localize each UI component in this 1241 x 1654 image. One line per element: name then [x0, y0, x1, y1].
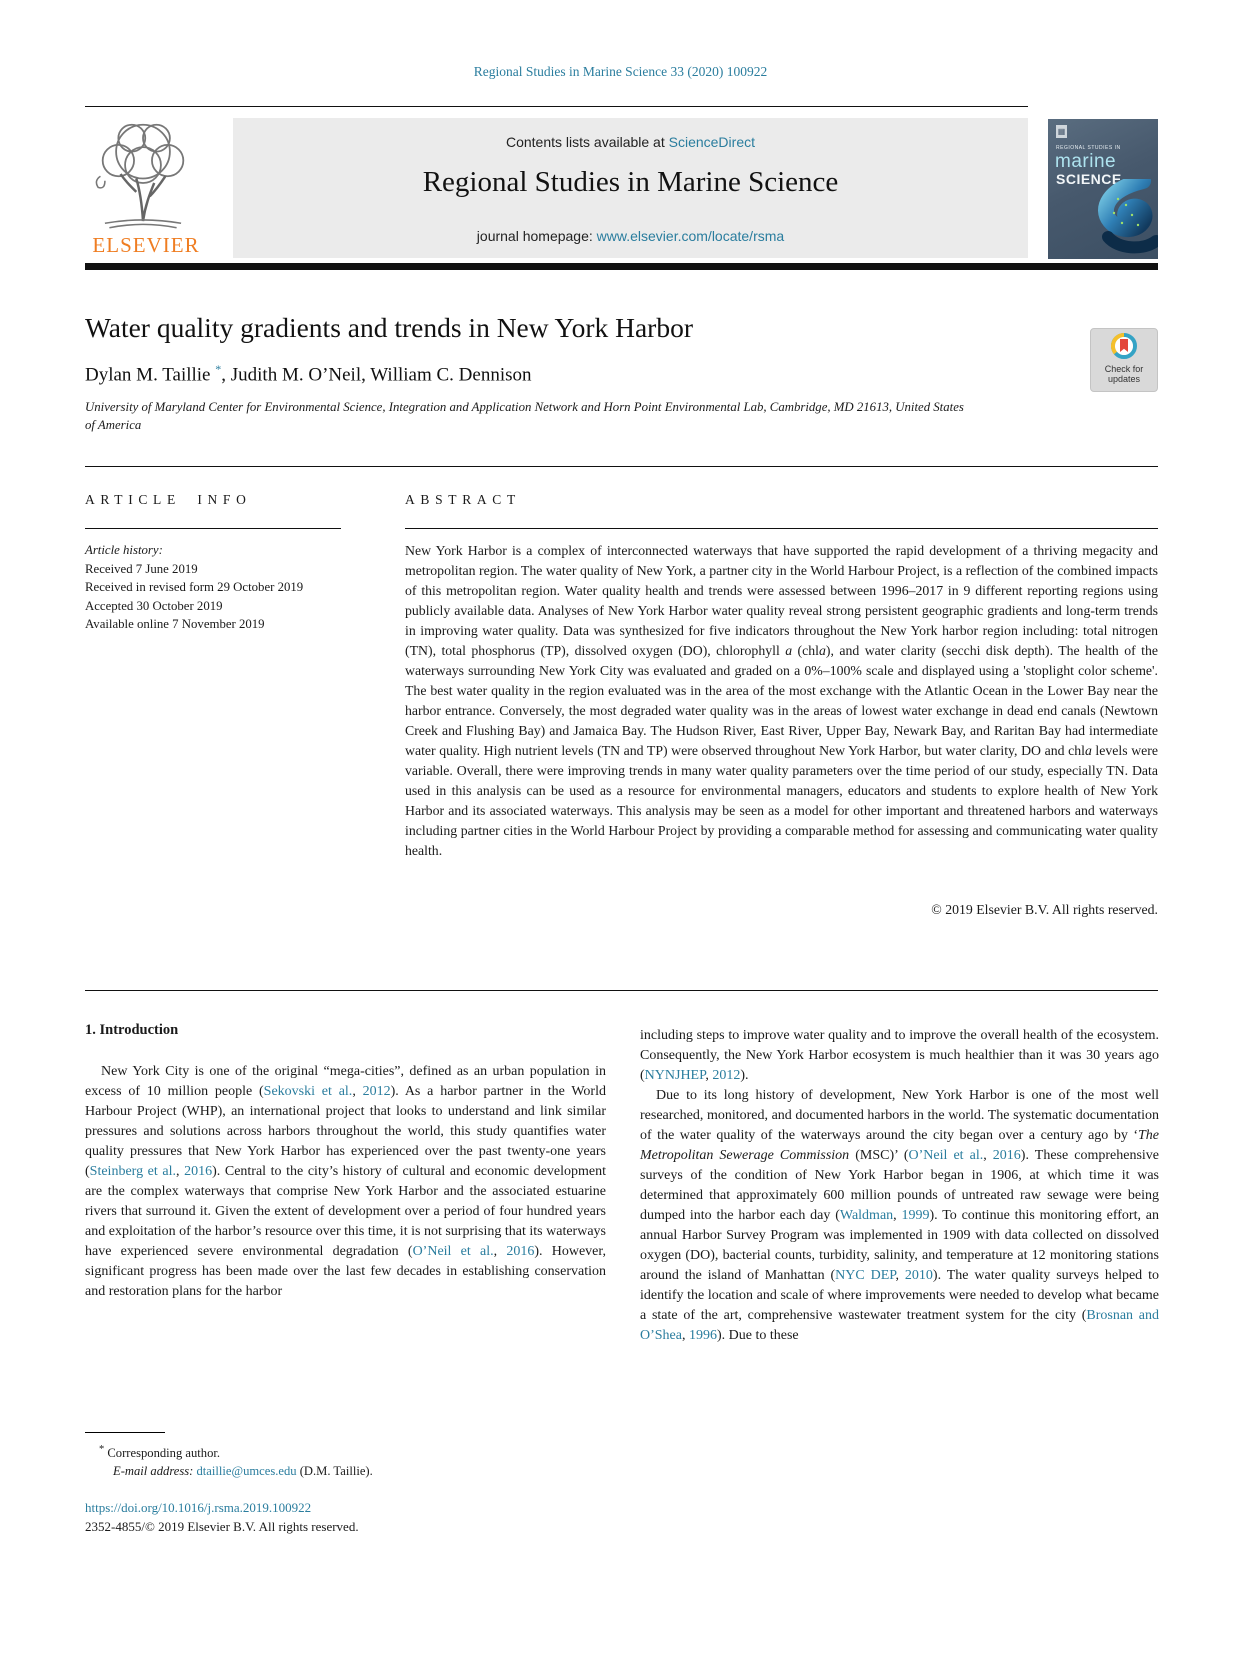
footnote-rule — [85, 1432, 165, 1433]
cover-swirl-art-icon — [1048, 179, 1158, 259]
crossmark-label: Check for updates — [1104, 364, 1144, 384]
header-top-rule — [85, 106, 1028, 107]
inline-link[interactable]: 2016 — [184, 1164, 213, 1179]
section-heading-introduction: 1. Introduction — [85, 1022, 179, 1038]
inline-link[interactable]: 2016 — [506, 1244, 535, 1259]
cover-title-marine: marine — [1055, 151, 1117, 172]
journal-banner — [233, 118, 1028, 258]
intro-paragraph-1-continued: including steps to improve water quality and to improve the overall health of the ecosystem. Consequently, the New York Harbor ecosystem is much healthier than it was 30 years ago (NYNJHEP, 2012). — [640, 1028, 1159, 1083]
elsevier-tree-icon — [87, 118, 199, 230]
doi-link[interactable]: https://doi.org/10.1016/j.rsma.2019.100922 — [85, 1500, 312, 1515]
inline-link[interactable]: NYC DEP — [835, 1268, 896, 1283]
inline-link[interactable]: 2010 — [904, 1268, 933, 1283]
journal-reference: Regional Studies in Marine Science 33 (2020) 100922 — [473, 64, 768, 79]
elsevier-wordmark: ELSEVIER — [92, 233, 200, 257]
abstract-rule — [405, 528, 1158, 529]
article-info-heading: ARTICLE INFO — [85, 492, 252, 507]
inline-link[interactable]: 1999 — [901, 1208, 930, 1223]
history-revised: Received in revised form 29 October 2019 — [85, 580, 304, 594]
inline-link[interactable]: Sekovski et al. — [263, 1084, 353, 1099]
intro-paragraph-1: New York City is one of the original “mega-cities”, defined as an urban population in excess of 10 million people (Sekovski et al., 2012). As a harbor partner in the World Harbour Project (WHP), an international project that looks to understand and link similar pressures and solutions across harbors throughout the world, this study quantifies water quality pressures that New York Harbor has experienced over the past twenty-one years (Steinberg et al., 2016). Central to the city’s history of cultural and economic development are the complex waterways that comprise New York Harbor and the associated estuarine rivers that surround it. Given the extent of development over a period of four hundred years and exploitation of the harbor’s resource over this time, it is not surprising that its waterways have experienced severe environmental degradation (O’Neil et al., 2016). However, significant progress has been made over the last few decades in establishing conservation and restoration plans for the harbor — [85, 1064, 607, 1299]
title-section-rule — [85, 466, 1158, 467]
article-info-rule — [85, 528, 341, 529]
intro-right-column — [640, 1026, 1159, 1346]
paper-title: Water quality gradients and trends in New York Harbor — [85, 312, 693, 343]
corresponding-author-note: * Corresponding author. — [99, 1444, 221, 1461]
inline-link[interactable]: dtaillie@umces.edu — [196, 1464, 297, 1479]
inline-link[interactable]: 2012 — [712, 1068, 741, 1083]
abstract-copyright: © 2019 Elsevier B.V. All rights reserved. — [931, 902, 1158, 917]
journal-cover-thumbnail[interactable] — [1048, 119, 1158, 259]
article-history-label: Article history: — [85, 543, 163, 557]
issn-copyright-line: 2352-4855/© 2019 Elsevier B.V. All rights reserved. — [85, 1519, 359, 1534]
intro-left-column — [85, 1062, 606, 1302]
article-history — [85, 541, 385, 634]
elsevier-logo[interactable] — [85, 116, 207, 258]
intro-paragraph-2: Due to its long history of development, New York Harbor is one of the most well researched, monitored, and documented harbors in the world. The systematic documentation of the water quality of the waterways around the city began over a century ago by ‘The Metropolitan Sewerage Commission (MSC)’ (O’Neil et al., 2016). These comprehensive surveys of the condition of New York Harbor began in 1906, at which time it was determined that approximately 600 million pounds of untreated raw sewage were being dumped into the harbor each day (Waldman, 1999). To continue this monitoring effort, an annual Harbor Survey Program was implemented in 1909 with data collected on dissolved oxygen (DO), bacterial counts, turbidity, salinity, and temperature at 12 monitoring stations around the island of Manhattan (NYC DEP, 2010). The water quality surveys helped to identify the location and scale of where improvements were needed to develop what became a state of the art, comprehensive wastewater treatment system for the city (Brosnan and O’Shea, 1996). Due to these — [640, 1088, 1160, 1343]
inline-link[interactable]: Waldman — [839, 1208, 894, 1223]
footnote-block — [85, 1441, 606, 1480]
inline-link[interactable]: 2012 — [362, 1084, 391, 1099]
header-divider-bar — [85, 263, 1158, 270]
cover-tagline: REGIONAL STUDIES IN — [1056, 145, 1121, 151]
inline-link[interactable]: O’Neil et al. — [908, 1148, 984, 1163]
cover-publisher-mark-icon: ▦ — [1057, 127, 1066, 136]
inline-link[interactable]: www.elsevier.com/locate/rsma — [596, 228, 785, 244]
inline-link[interactable]: Brosnan and O’Shea — [640, 1308, 1159, 1343]
history-accepted: Accepted 30 October 2019 — [85, 598, 223, 613]
contents-line: Contents lists available at ScienceDirect — [505, 134, 755, 150]
inline-link[interactable]: O’Neil et al. — [412, 1244, 494, 1259]
inline-link[interactable]: NYNJHEP — [644, 1068, 706, 1083]
history-online: Available online 7 November 2019 — [85, 617, 265, 631]
journal-title: Regional Studies in Marine Science — [422, 166, 839, 198]
cover-title-science: SCIENCE — [1056, 171, 1122, 187]
abstract-bottom-rule — [85, 990, 1158, 991]
inline-link[interactable]: 2016 — [992, 1148, 1021, 1163]
history-received: Received 7 June 2019 — [85, 561, 198, 576]
inline-link[interactable]: Steinberg et al. — [89, 1164, 176, 1179]
inline-link[interactable]: * — [215, 362, 222, 376]
inline-link[interactable]: ScienceDirect — [668, 134, 755, 150]
email-note: E-mail address: dtaillie@umces.edu (D.M. Taillie). — [113, 1464, 373, 1479]
abstract-text: New York Harbor is a complex of interconnected waterways that have supported the rapid development of a thriving megacity and metropolitan region. The water quality of New York, a partner city in the World Harbour Project, is a reflection of the combined impacts of this metropolitan region. Water quality health and trends were assessed between 1996–2017 in 9 different reporting regions using publicly available data. Analyses of New York Harbor water quality reveal strong persistent geographic gradients and long-term trends in improving water quality. Data was synthesized for five indicators throughout the New York harbor region including: total nitrogen (TN), total phosphorus (TP), dissolved oxygen (DO), chlorophyll a (chla), and water clarity (secchi disk depth). The health of the waterways surrounding New York City was evaluated and graded on a 0%–100% scale and displayed using a 'stoplight color scheme'. The best water quality in the region evaluated was in the area of the most exchange with the Atlantic Ocean in the Lower Bay near the harbor entrance. Conversely, the most degraded water quality was in the areas of lowest water exchange in dead end canals (Newtown Creek and Flushing Bay) and Jamaica Bay. The Hudson River, East River, Upper Bay, Newark Bay, and Raritan Bay had intermediate water quality. High nutrient levels (TN and TP) were observed throughout New York Harbor, but water clarity, DO and chla levels were variable. Overall, there were improving trends in many water quality parameters over the time period of our study, especially TN. Data used in this analysis can be used as a resource for environmental managers, educators and students to explore health of New York Harbor and its associated waterways. This analysis may be seen as a model for other important and threatened harbors and waterways including partner cities in the World Harbour Project by providing a comparable method for assessing and communicating water quality health. — [405, 543, 1159, 858]
authors-line: Dylan M. Taillie *, Judith M. O’Neil, William C. Dennison — [85, 362, 532, 386]
affiliation: University of Maryland Center for Environmental Science, Integration and Application Network and Horn Point Environmental Lab, Cambridge, MD 21613, United States of America — [85, 400, 964, 432]
inline-link[interactable]: 1996 — [689, 1328, 717, 1343]
check-for-updates-badge[interactable] — [1090, 328, 1158, 392]
journal-homepage-line: journal homepage: www.elsevier.com/locate/rsma — [476, 228, 785, 244]
abstract-heading: ABSTRACT — [405, 492, 521, 507]
crossmark-icon — [1111, 333, 1137, 359]
